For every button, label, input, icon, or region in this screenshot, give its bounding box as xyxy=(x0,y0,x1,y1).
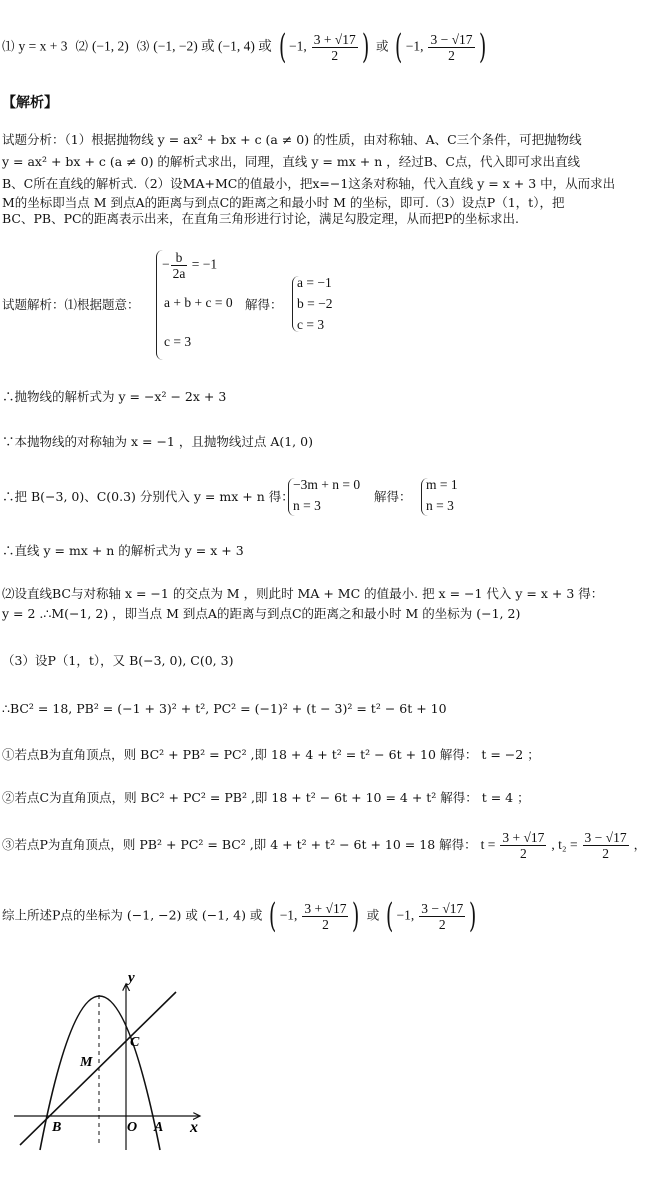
answer-frac-minus: $\frac{3 - √17}{2}$ xyxy=(430,31,473,63)
system2-row1: a = −1 xyxy=(297,275,332,290)
case-3-text: ③若点P为直角顶点，则 PB² + PC² = BC² ,即 4 + t² + t² − 6t + 10 = 18 解得： xyxy=(2,837,477,852)
parabola-result: ∴抛物线的解析式为 y = −x² − 2x + 3 xyxy=(2,389,227,404)
summary-text: 综上所述P点的坐标为 (−1, −2) 或 (−1, 4) 或 xyxy=(2,907,263,923)
solve-label-2: 解得： xyxy=(374,489,412,504)
part2-line-1: ⑵设直线BC与对称轴 x = −1 的交点为 M ，则此时 MA + MC 的值最小. 把 x = −1 代入 y = x + 3 得： xyxy=(2,586,604,601)
system2-row3: c = 3 xyxy=(297,317,325,332)
label-c: C xyxy=(130,1035,140,1050)
label-x: x xyxy=(190,1119,198,1136)
system1-row1-frac: $\frac{b}{2a}$ xyxy=(172,250,186,281)
label-y: y xyxy=(128,970,135,986)
system1-row3: c = 3 xyxy=(164,334,192,349)
case-2: ②若点C为直角顶点，则 BC² + PC² = PB² ,即 18 + t² − 6t + 10 = 4 + t² 解得： t = 4 ； xyxy=(2,790,530,805)
case-3: ③若点P为直角顶点，则 PB² + PC² = BC² ,即 4 + t² + t² − 6t + 10 = 18 解得： t = $\frac{3 + √17}{2}$ , t₂ = $\frac{3 - √17}{2}$ ， xyxy=(2,830,646,861)
axis-statement: ∵本抛物线的对称轴为 x = −1 ，且抛物线过点 A(1, 0) xyxy=(2,434,313,449)
solve-label-1: 解得： xyxy=(245,297,283,312)
answer-part3-marker: ⑶ xyxy=(136,38,150,54)
system2-row2: b = −2 xyxy=(297,296,333,311)
system4-row2: n = 3 xyxy=(426,498,454,513)
label-m: M xyxy=(80,1055,93,1070)
system1-row2: a + b + c = 0 xyxy=(164,295,233,310)
section-title: 【解析】 xyxy=(2,95,58,111)
answer-part2: (−1, 2) xyxy=(91,38,129,54)
case-3-frac-2: $\frac{3 - √17}{2}$ xyxy=(584,830,627,861)
answer-frac-plus: $\frac{3 + √17}{2}$ xyxy=(313,31,356,63)
analysis-line-3: B、C所在直线的解析式.（2）设MA+MC的值最小，把x=−1这条对称轴，代入直线 y = x + 3 中，从而求出 xyxy=(2,176,616,191)
label-a: A xyxy=(154,1120,164,1135)
solution-intro: 试题解析：⑴根据题意： xyxy=(2,297,140,312)
answer-part1: y = x + 3 xyxy=(18,38,68,54)
part3-line-2: ∴BC² = 18, PB² = (−1 + 3)² + t², PC² = (−1)² + (t − 3)² = t² − 6t + 10 xyxy=(2,701,447,716)
analysis-line-2: y = ax² + bx + c (a ≠ 0) 的解析式求出，同理，直线 y = mx + n ，经过B、C点，代入即可求出直线 xyxy=(2,154,580,169)
analysis-line-1: 试题分析：（1）根据抛物线 y = ax² + bx + c (a ≠ 0) 的性质，由对称轴、A、C三个条件，可把抛物线 xyxy=(2,132,582,147)
label-o: O xyxy=(127,1120,138,1135)
substitution-line: ∴把 B(−3, 0)、C(0.3) 分别代入 y = mx + n 得： xyxy=(2,489,294,504)
answer-point-prefix-2: −1, xyxy=(405,38,424,54)
answer-part3: (−1, −2) 或 (−1, 4) 或 xyxy=(153,38,272,54)
system3-row1: −3m + n = 0 xyxy=(293,477,361,492)
case-1: ①若点B为直角顶点，则 BC² + PB² = PC² ,即 18 + 4 + t² = t² − 6t + 10 解得： t = −2 ； xyxy=(2,747,540,762)
system3-row2: n = 3 xyxy=(293,498,321,513)
answer-point-prefix: −1, xyxy=(288,38,307,54)
coordinate-figure xyxy=(0,960,230,1165)
answer-part1-marker: ⑴ xyxy=(2,38,15,54)
answer-line: ⑴ y = x + 3 ⑵ (−1, 2) ⑶ (−1, −2) 或 (−1, 4) 或 ( −1, $\frac{3 + √17}{2}$ ) 或 ( −1, $\frac{3 - √17}{2}$ ) xyxy=(2,27,486,67)
system1-row1: − $\frac{b}{2a}$ = −1 xyxy=(162,250,218,281)
part3-line-1: （3）设P（1，t），又 B(−3, 0), C(0, 3) xyxy=(2,653,234,668)
summary-frac-2: $\frac{3 - √17}{2}$ xyxy=(421,900,464,932)
label-b: B xyxy=(52,1120,62,1135)
summary-frac-1: $\frac{3 + √17}{2}$ xyxy=(304,900,347,932)
answer-or: 或 xyxy=(375,38,389,54)
summary-line: 综上所述P点的坐标为 (−1, −2) 或 (−1, 4) 或 ( −1, $\frac{3 + √17}{2}$ ) 或 ( −1, $\frac{3 - √17}{2}$ ) xyxy=(2,896,477,936)
analysis-line-5: BC、PB、PC的距离表示出来，在直角三角形进行讨论，满足勾股定理，从而把P的坐标求出. xyxy=(2,211,519,226)
answer-part2-marker: ⑵ xyxy=(75,38,88,54)
analysis-line-4: M的坐标即当点 M 到点A的距离与到点C的距离之和最小时 M 的坐标，即可.（3）设点P（1，t），把 xyxy=(2,195,565,210)
line-bc xyxy=(20,992,176,1145)
part2-line-2: y = 2 .∴M(−1, 2) ，即当点 M 到点A的距离与到点C的距离之和最小时 M 的坐标为 (−1, 2) xyxy=(2,606,521,621)
system4-row1: m = 1 xyxy=(426,477,458,492)
case-3-frac-1: $\frac{3 + √17}{2}$ xyxy=(502,830,545,861)
line-result: ∴直线 y = mx + n 的解析式为 y = x + 3 xyxy=(2,543,244,558)
